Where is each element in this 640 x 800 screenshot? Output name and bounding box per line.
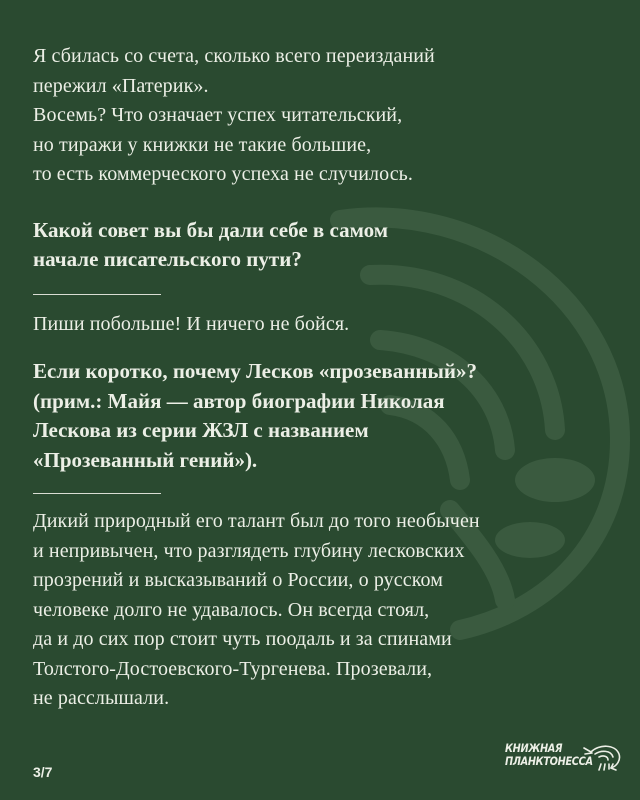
intro-paragraph: [33, 42, 623, 190]
article-body: [33, 42, 623, 714]
question-line: Лескова из серии ЖЗЛ с названием: [33, 418, 369, 442]
question-line: «Прозеванный гений»).: [33, 447, 258, 472]
logo-text: [505, 742, 593, 768]
text-line: то есть коммерческого успеха не случилось.: [33, 163, 414, 185]
answer-line: и непривычен, что разглядеть глубину лесковских: [33, 539, 465, 562]
interview-question-1: [33, 216, 623, 275]
page-number: 3/7: [33, 764, 53, 780]
answer-line: Пиши побольше! И ничего не бойся.: [33, 312, 350, 335]
answer-line: да и до сих пор стоит чуть поодаль и за спинами: [33, 628, 452, 650]
answer-line: Толстого-Достоевского-Тургенева. Прозевали,: [33, 657, 433, 680]
text-line: пережил «Патерик».: [33, 74, 209, 97]
logo-line-1: КНИЖНАЯ: [505, 741, 563, 755]
question-line: начале писательского пути?: [33, 247, 302, 271]
question-line: Если коротко, почему Лесков «прозеванный»?: [33, 359, 477, 383]
question-line: Какой совет вы бы дали себе в самом: [33, 217, 389, 242]
question-line: (прим.: Майя — автор биографии Николая: [33, 388, 445, 413]
answer-line: Дикий природный его талант был до того необычен: [33, 510, 480, 532]
answer-line: человеке долго не удавалось. Он всегда стоял,: [33, 598, 430, 621]
answer-line: прозрений и высказываний о России, о русском: [33, 569, 443, 591]
answer-line: не расслышали.: [33, 687, 170, 709]
logo-line-2: ПЛАНКТОНЕССА: [505, 754, 593, 768]
divider: [33, 493, 161, 494]
shrimp-icon: [583, 742, 625, 772]
text-line: Восемь? Что означает успех читательский,: [33, 104, 403, 126]
interview-question-2: [33, 357, 623, 475]
text-line: Я сбилась со счета, сколько всего переизданий: [33, 45, 435, 67]
divider: [33, 294, 161, 295]
text-line: но тиражи у книжки не такие большие,: [33, 133, 372, 156]
interview-answer-1: [33, 310, 623, 340]
interview-answer-2: [33, 507, 623, 714]
brand-logo: [505, 742, 625, 788]
